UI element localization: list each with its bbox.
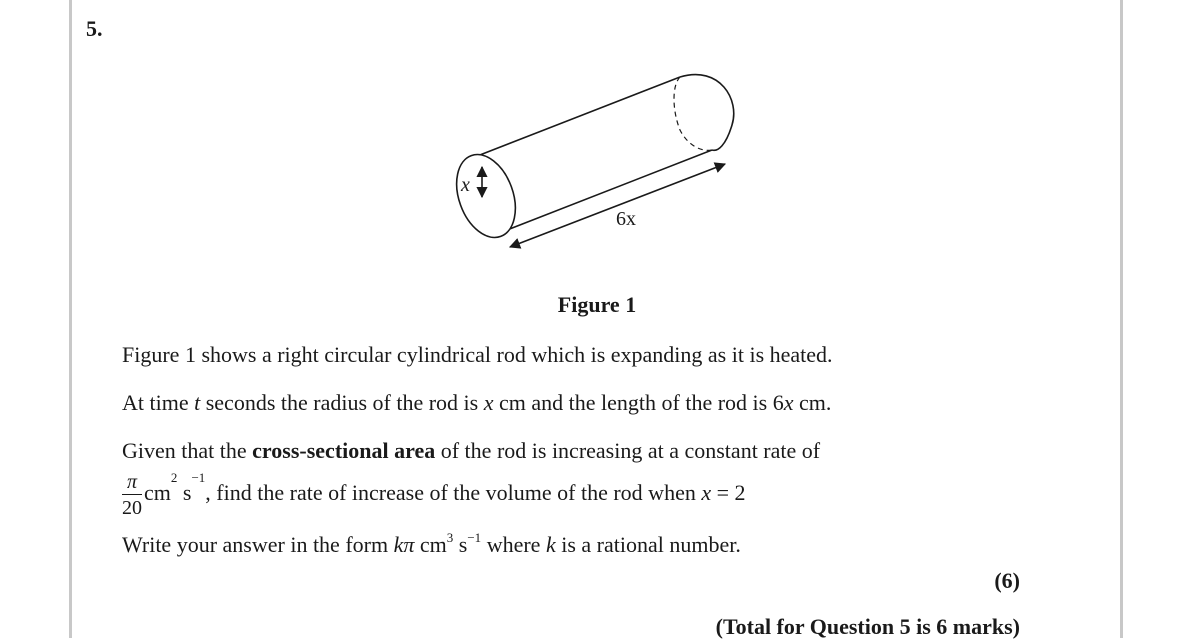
length-arrow	[510, 164, 725, 247]
question-line-1: Figure 1 shows a right circular cylindrical rod which is expanding as it is heated.	[122, 342, 833, 367]
far-end-solid	[680, 75, 734, 151]
near-end-ellipse	[446, 146, 526, 245]
figure-caption: Figure 1	[557, 292, 637, 317]
question-line-5: Write your answer in the form kπ $cm^3$ $s^{-1}$ where k is a rational number.	[122, 530, 741, 557]
question-total-marks: (Total for Question 5 is 6 marks)	[715, 614, 1020, 639]
cylinder-bottom-edge	[502, 150, 712, 232]
length-label: 6x	[616, 208, 636, 230]
question-marks: (6)	[994, 568, 1020, 593]
page-border-left	[69, 0, 72, 638]
question-line-3: Given that the cross-sectional area of the rod is increasing at a constant rate of	[122, 438, 821, 463]
question-line-4: $\frac{\pi}{20}$ $cm^2$ $s^{-1}$, find the rate of increase of the volume of the rod when x = 2	[122, 470, 746, 519]
far-end-dashed	[674, 77, 712, 150]
question-number: 5.	[86, 16, 103, 41]
rate-fraction: $\frac{\pi}{20}$	[122, 471, 142, 519]
radius-label: x	[461, 174, 470, 196]
cylinder-top-edge	[467, 77, 680, 160]
cylinder-figure	[440, 70, 760, 260]
question-line-2: At time t seconds the radius of the rod is x cm and the length of the rod is 6x cm.	[122, 390, 832, 415]
page-border-right	[1120, 0, 1123, 638]
